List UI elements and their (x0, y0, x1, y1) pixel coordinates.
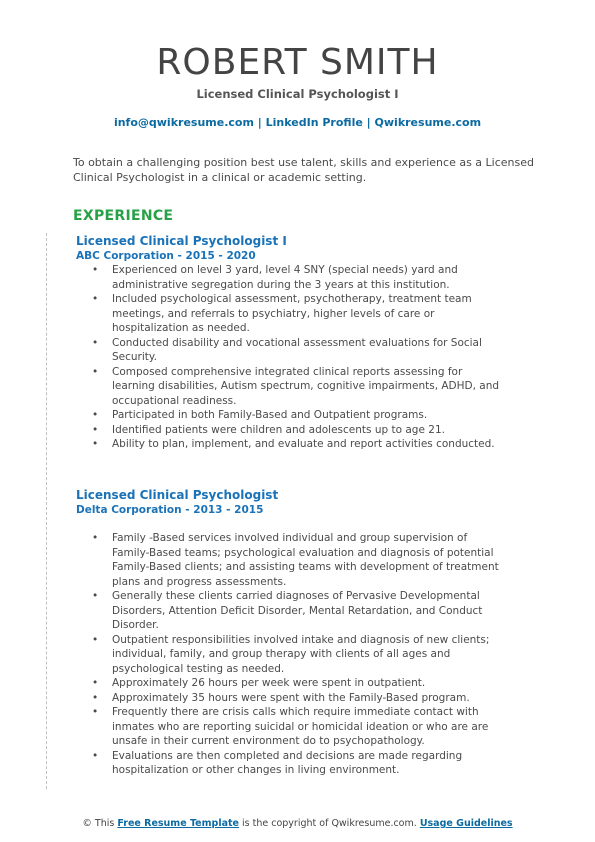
timeline-divider (46, 233, 47, 789)
bullet-item: • Generally these clients carried diagnoses of Pervasive Developmental Disorders, Attention Deficit Disorder, Mental Retardation, and Conduct Disorder. (76, 589, 504, 633)
website-link[interactable]: Qwikresume.com (374, 116, 482, 129)
bullet-item: • Evaluations are then completed and decisions are made regarding hospitalization or other changes in living environment. (76, 749, 504, 778)
bullet-item: • Outpatient responsibilities involved intake and diagnosis of new clients; individual, family, and group therapy with clients of all ages and psychological testing as needed. (76, 633, 504, 677)
job-entry (76, 487, 506, 778)
bullet-item: • Approximately 26 hours per week were spent in outpatient. (76, 676, 504, 691)
footer-copyright: is the copyright of Qwikresume.com. (242, 818, 417, 829)
job-title: Licensed Clinical Psychologist (76, 488, 279, 502)
objective-text: To obtain a challenging position best use talent, skills and experience as a Licensed Clinical Psychologist in a clinical or academic setting. (73, 156, 534, 184)
bullet-item: • Frequently there are crisis calls which require immediate contact with inmates who are reporting suicidal or homicidal ideation or who are are unsafe in their current environment do to psychopathology. (76, 705, 504, 749)
linkedin-link[interactable]: LinkedIn Profile (265, 116, 363, 129)
job-bullets (76, 263, 506, 452)
usage-guidelines-link[interactable]: Usage Guidelines (419, 818, 513, 829)
bullet-item: • Included psychological assessment, psychotherapy, treatment team meetings, and referrals to psychiatry, higher levels of care or hospitalization as needed. (76, 292, 504, 336)
bullet-item: • Identified patients were children and adolescents up to age 21. (76, 423, 504, 438)
bullet-item: • Ability to plan, implement, and evaluate and report activities conducted. (76, 437, 504, 452)
footer (0, 817, 595, 831)
free-resume-template-link[interactable]: Free Resume Template (117, 818, 239, 829)
experience-heading: EXPERIENCE (73, 208, 174, 224)
job-company: ABC Corporation - 2015 - 2020 (76, 250, 256, 262)
separator: | (366, 116, 371, 129)
contact-line (0, 115, 595, 131)
email-link[interactable]: info@qwikresume.com (113, 116, 254, 129)
footer-prefix: © This (82, 818, 115, 829)
job-entry (76, 233, 506, 452)
bullet-item: • Participated in both Family-Based and Outpatient programs. (76, 408, 504, 423)
job-title-heading: Licensed Clinical Psychologist I (196, 87, 399, 101)
candidate-name: ROBERT SMITH (156, 42, 439, 83)
job-bullets (76, 531, 506, 778)
job-title: Licensed Clinical Psychologist I (76, 234, 287, 248)
bullet-item: • Composed comprehensive integrated clinical reports assessing for learning disabilities, Autism spectrum, cognitive impairments, ADHD, and occupational readiness. (76, 365, 504, 409)
bullet-item: • Family -Based services involved individual and group supervision of Family-Based teams; psychological evaluation and diagnosis of potential Family-Based clients; and assisting teams with development of treatment plans and progress assessments. (76, 531, 504, 589)
separator: | (257, 116, 262, 129)
job-company: Delta Corporation - 2013 - 2015 (76, 504, 264, 516)
bullet-item: • Experienced on level 3 yard, level 4 SNY (special needs) yard and administrative segregation during the 3 years at this institution. (76, 263, 504, 292)
bullet-item: • Conducted disability and vocational assessment evaluations for Social Security. (76, 336, 504, 365)
bullet-item: • Approximately 35 hours were spent with the Family-Based program. (76, 691, 504, 706)
